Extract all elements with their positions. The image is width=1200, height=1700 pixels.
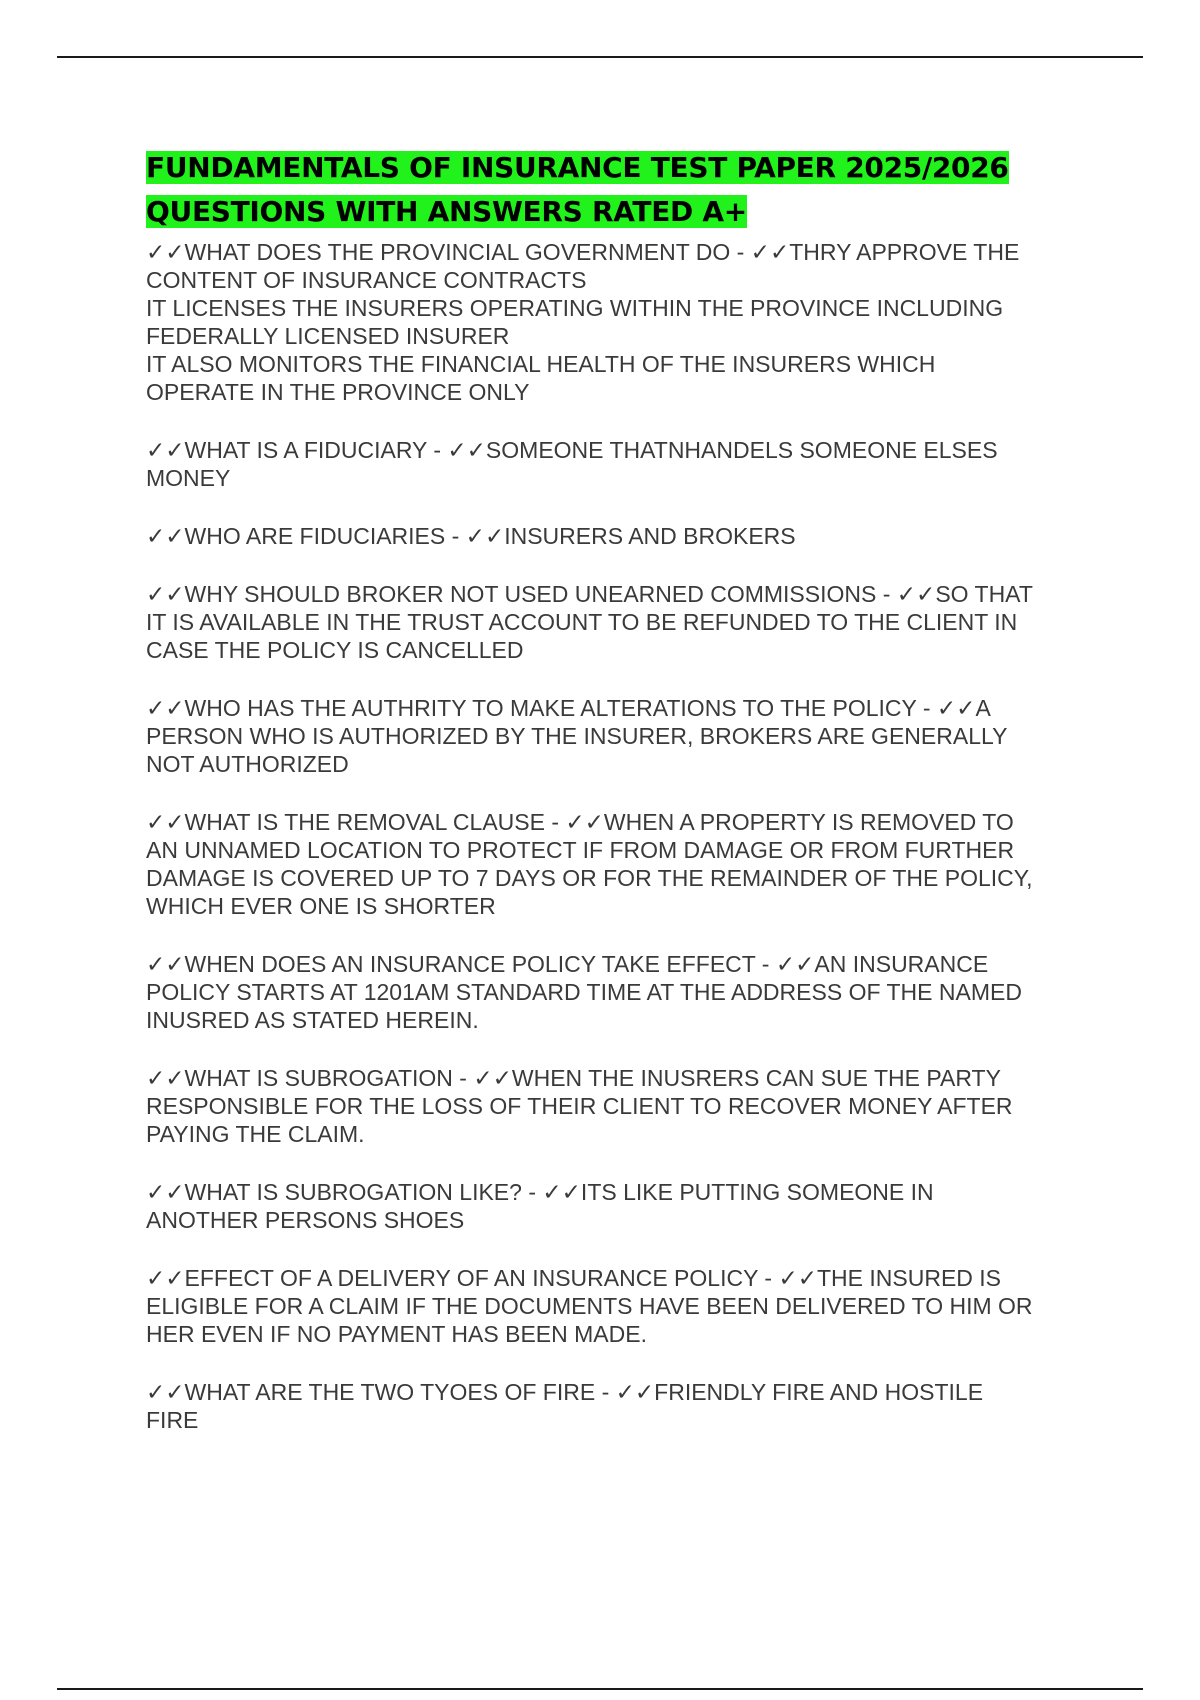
qa-item — [146, 522, 1106, 550]
qa-line: AN UNNAMED LOCATION TO PROTECT IF FROM DAMAGE OR FROM FURTHER — [146, 837, 1015, 863]
qa-line: ✓✓WHAT IS THE REMOVAL CLAUSE - ✓✓WHEN A PROPERTY IS REMOVED TO — [146, 809, 1014, 835]
qa-line: DAMAGE IS COVERED UP TO 7 DAYS OR FOR THE REMAINDER OF THE POLICY, — [146, 865, 1033, 891]
qa-line: ✓✓WHAT IS A FIDUCIARY - ✓✓SOMEONE THATNHANDELS SOMEONE ELSES — [146, 437, 998, 463]
qa-list — [146, 238, 1106, 1434]
qa-item — [146, 238, 1106, 406]
qa-line: ELIGIBLE FOR A CLAIM IF THE DOCUMENTS HAVE BEEN DELIVERED TO HIM OR — [146, 1293, 1033, 1319]
qa-line: ✓✓WHEN DOES AN INSURANCE POLICY TAKE EFFECT - ✓✓AN INSURANCE — [146, 951, 989, 977]
qa-item — [146, 1178, 1106, 1234]
qa-item — [146, 1378, 1106, 1434]
qa-line: IT IS AVAILABLE IN THE TRUST ACCOUNT TO BE REFUNDED TO THE CLIENT IN — [146, 609, 1018, 635]
qa-line: OPERATE IN THE PROVINCE ONLY — [146, 379, 530, 405]
document-body — [146, 146, 1106, 1464]
title-line-1: FUNDAMENTALS OF INSURANCE TEST PAPER 2025/2026 — [146, 151, 1009, 184]
footer-rule — [57, 1688, 1143, 1690]
qa-line: ANOTHER PERSONS SHOES — [146, 1207, 465, 1233]
qa-line: WHICH EVER ONE IS SHORTER — [146, 893, 496, 919]
qa-line: MONEY — [146, 465, 231, 491]
qa-line: NOT AUTHORIZED — [146, 751, 349, 777]
qa-item — [146, 436, 1106, 492]
qa-line: ✓✓WHAT IS SUBROGATION - ✓✓WHEN THE INUSRERS CAN SUE THE PARTY — [146, 1065, 1001, 1091]
qa-line: IT LICENSES THE INSURERS OPERATING WITHIN THE PROVINCE INCLUDING — [146, 295, 1004, 321]
header-rule — [57, 56, 1143, 58]
qa-item — [146, 808, 1106, 920]
qa-line: HER EVEN IF NO PAYMENT HAS BEEN MADE. — [146, 1321, 647, 1347]
qa-item — [146, 694, 1106, 778]
qa-item — [146, 1264, 1106, 1348]
qa-line: ✓✓EFFECT OF A DELIVERY OF AN INSURANCE POLICY - ✓✓THE INSURED IS — [146, 1265, 1002, 1291]
qa-line: ✓✓WHO HAS THE AUTHRITY TO MAKE ALTERATIONS TO THE POLICY - ✓✓A — [146, 695, 991, 721]
qa-line: CASE THE POLICY IS CANCELLED — [146, 637, 524, 663]
qa-line: CONTENT OF INSURANCE CONTRACTS — [146, 267, 587, 293]
title-line-2: QUESTIONS WITH ANSWERS RATED A+ — [146, 195, 747, 228]
qa-line: ✓✓WHAT DOES THE PROVINCIAL GOVERNMENT DO - ✓✓THRY APPROVE THE — [146, 239, 1020, 265]
qa-line: PAYING THE CLAIM. — [146, 1121, 365, 1147]
qa-line: POLICY STARTS AT 1201AM STANDARD TIME AT THE ADDRESS OF THE NAMED — [146, 979, 1022, 1005]
document-title — [146, 146, 1106, 234]
qa-line: RESPONSIBLE FOR THE LOSS OF THEIR CLIENT TO RECOVER MONEY AFTER — [146, 1093, 1013, 1119]
qa-item — [146, 1064, 1106, 1148]
qa-line: ✓✓WHO ARE FIDUCIARIES - ✓✓INSURERS AND BROKERS — [146, 523, 796, 549]
qa-line: INUSRED AS STATED HEREIN. — [146, 1007, 479, 1033]
qa-item — [146, 580, 1106, 664]
qa-line: FIRE — [146, 1407, 199, 1433]
qa-line: ✓✓WHY SHOULD BROKER NOT USED UNEARNED COMMISSIONS - ✓✓SO THAT — [146, 581, 1033, 607]
qa-item — [146, 950, 1106, 1034]
qa-line: PERSON WHO IS AUTHORIZED BY THE INSURER, BROKERS ARE GENERALLY — [146, 723, 1008, 749]
qa-line: IT ALSO MONITORS THE FINANCIAL HEALTH OF THE INSURERS WHICH — [146, 351, 936, 377]
qa-line: FEDERALLY LICENSED INSURER — [146, 323, 510, 349]
qa-line: ✓✓WHAT ARE THE TWO TYOES OF FIRE - ✓✓FRIENDLY FIRE AND HOSTILE — [146, 1379, 984, 1405]
qa-line: ✓✓WHAT IS SUBROGATION LIKE? - ✓✓ITS LIKE PUTTING SOMEONE IN — [146, 1179, 934, 1205]
